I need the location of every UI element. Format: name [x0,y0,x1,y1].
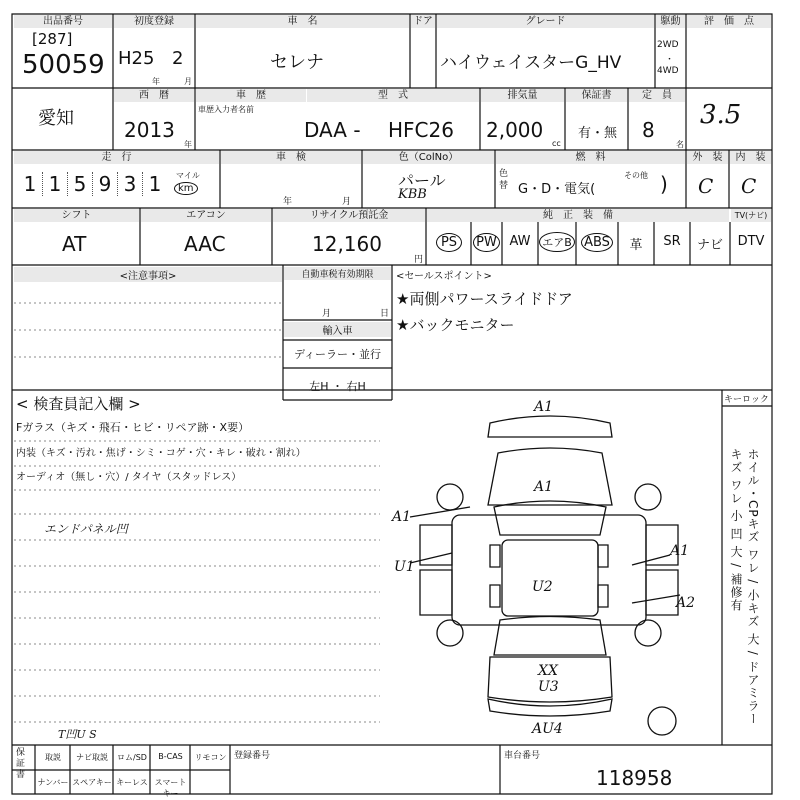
km-unit [174,182,198,195]
label-lot-no: 出品番号 [14,15,112,28]
label-year: 西 暦 [114,89,194,102]
drive-sep: ・ [665,55,675,65]
equip-dtv: DTV [737,234,765,249]
fuel-options: G・D・電気( [518,182,596,197]
label-drive: 駆動 [656,15,685,28]
interior-grade: C [741,174,757,198]
label-grade: グレード [437,15,654,28]
inspector-line-audio: オーディオ（無し・穴）/ タイヤ（スタッドレス） [16,472,242,483]
footer-item: 取説 [45,753,61,762]
color-name: パール [398,171,446,190]
damage-legend: ホイル・CPキズ ワレ / 小キズ 大 / ドアミラー キズ ワレ 小 凹 大 / 補修有 [729,448,760,726]
mileage-digit: 1 [43,172,68,196]
footer-item: リモコン [194,753,227,762]
expiry-day: 日 [380,309,390,319]
equip-airbag-label: エアB [539,232,575,252]
drive-4wd: 4WD [657,66,679,76]
label-score: 評 価 点 [687,15,771,28]
footer-item: B-CAS [158,752,183,761]
equip-abs [576,231,618,252]
mileage-digit: 5 [68,172,93,196]
mark-roof: U2 [532,579,553,595]
equip-ps [427,231,471,252]
label-warranty: 保証書 [566,89,627,102]
label-inspection: 車 歴 [196,89,306,102]
capacity-unit: 名 [676,140,684,149]
label-shift: シフト [14,209,139,222]
equip-abs-label: ABS [581,233,613,252]
car-diagram [380,395,720,745]
year-unit: 年 [184,140,192,149]
label-door: ドア [411,15,435,28]
first-reg-month: 2 [172,48,184,69]
mileage-digit: 1 [18,172,43,196]
expiry-month: 月 [322,309,332,319]
equip-aw: AW [509,234,531,249]
mark-front-left: A1 [392,509,412,525]
handle-side: 左H ・ 右H [309,380,366,393]
mark-rear-u3: U3 [538,679,559,695]
model-prefix: DAA - [304,118,361,142]
import-value: ディーラー・並行 [293,348,382,361]
label-recycle: リサイクル預託金 [273,209,425,222]
label-navi-tv: TV(ナビ) [731,209,771,222]
label-exterior: 外 装 [687,151,728,164]
footer-item: スペアキー [72,778,112,787]
car-name: セレナ [270,52,324,73]
mileage-digit: 9 [93,172,118,196]
equip-airbag [538,231,576,252]
recycle-value: 12,160 [312,232,382,256]
label-shaken: 車 検 [221,151,361,164]
first-reg-year-unit: 年 [152,77,160,86]
inspector-line-interior: 内装（キズ・汚れ・焦げ・シミ・コゲ・穴・キレ・破れ・割れ） [16,448,306,459]
score-value: 3.5 [700,100,742,130]
inspector-title: < 検査員記入欄 > [16,395,141,413]
equip-pw [471,231,502,252]
color-change-label: 色替 [499,169,509,191]
lot-bracket: [287] [32,30,73,48]
label-equipment: 純 正 装 備 [427,209,729,222]
mark-left-door: U1 [394,559,415,575]
fuel-close: ) [660,172,668,196]
label-first-reg: 初度登録 [114,15,194,28]
mark-front-bumper: A1 [534,399,554,415]
grade: ハイウェイスターG_HV [440,53,622,73]
label-fuel: 燃 料 [496,151,685,164]
drive-2wd: 2WD [657,40,679,50]
chassis-label: 車台番号 [504,751,541,761]
label-mileage: 走 行 [14,151,219,164]
first-reg-month-unit: 月 [184,77,192,86]
label-inspection-sub: 車歴入力者名前 [198,105,254,114]
import-label: 輸入車 [284,322,391,337]
recycle-yen: 円 [414,255,424,265]
prefecture: 愛知 [38,108,74,129]
keylock-label: キーロック [724,395,769,405]
mark-right-rear: A2 [676,595,696,611]
inspector-bottom-note: T凹U S [58,728,97,741]
equip-sr: SR [663,234,681,249]
mark-hood: A1 [534,479,554,495]
sales-label: <セールスポイント> [396,271,492,282]
caution-label: <注意事項> [14,267,282,282]
year-value: 2013 [124,118,175,142]
first-reg-era: H25 [118,48,155,69]
inspector-line-glass: Fガラス（キズ・飛石・ヒビ・リペア跡・X要） [16,421,250,434]
equip-leather: 革 [629,238,643,253]
exterior-grade: C [698,174,714,198]
equip-pw-label: PW [473,233,500,252]
mileage-digit: 1 [148,172,162,196]
footer-item: スマートキー [154,778,187,798]
fuel-other: その他 [624,171,648,180]
expiry-label: 自動車税有効期限 [284,267,391,280]
footer-item: キーレス [116,778,148,787]
warranty-options: 有・無 [578,126,618,141]
capacity-value: 8 [642,118,655,142]
footer-item: ロム/SD [117,753,147,762]
sales-point-2: ★バックモニター [396,316,515,334]
lot-number: 50059 [22,50,105,80]
equip-ps-label: PS [436,233,462,252]
chassis-number: 118958 [596,766,673,790]
mile-unit-label: マイル [176,171,200,180]
label-displacement: 排気量 [481,89,564,102]
label-car-name: 車 名 [196,15,409,28]
cc-unit: cc [552,139,561,148]
equip-navi: ナビ [696,238,723,253]
mileage-digit: 3 [118,172,143,196]
footer-side-label: 保証書 [16,748,26,780]
label-color: 色（ColNo） [363,151,494,164]
km-unit-text: km [178,183,194,194]
mileage-digits [18,172,167,196]
shaken-year: 年 [283,197,293,207]
label-model: 型 式 [307,89,479,102]
shaken-month: 月 [342,197,352,207]
footer-item: ナンバー [37,778,69,787]
label-aircon: エアコン [141,209,271,222]
mark-right-front: A1 [670,543,690,559]
mark-rear-xx: XX [538,663,558,679]
displacement-value: 2,000 [486,118,544,142]
color-code: KBB [398,187,427,202]
reg-no-label: 登録番号 [234,751,271,761]
mark-rear-bumper: AU4 [532,721,563,737]
model-value: HFC26 [388,118,454,142]
footer-item: ナビ取説 [76,753,108,762]
label-interior: 内 装 [730,151,771,164]
label-capacity: 定 員 [629,89,685,102]
inspector-handwritten: エンドパネル凹 [44,522,128,536]
aircon-value: AAC [184,232,226,256]
shift-value: AT [62,232,87,256]
sales-point-1: ★両側パワースライドドア [396,290,573,308]
